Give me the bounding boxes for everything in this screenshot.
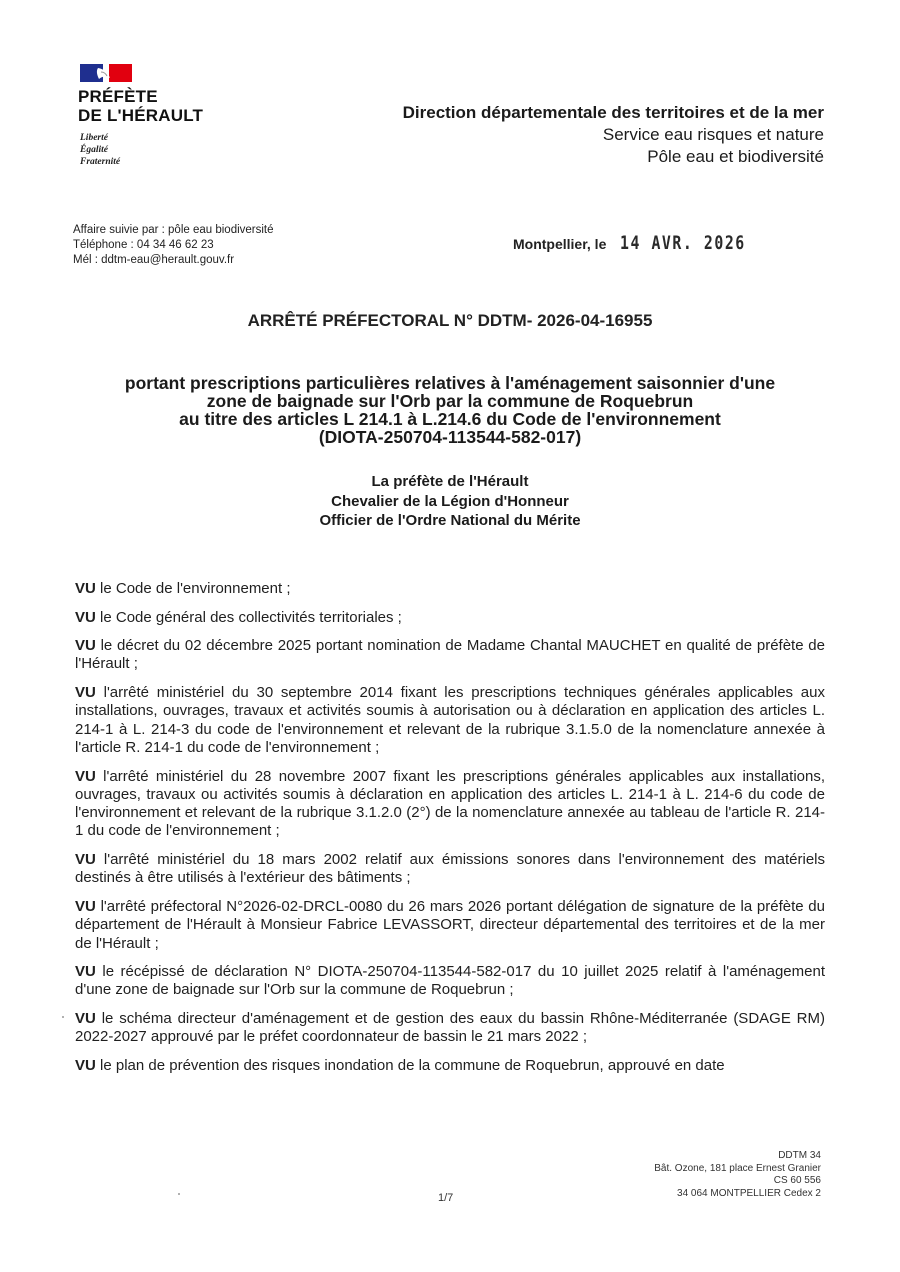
service-header <box>403 102 824 168</box>
date-place: Montpellier, le <box>513 236 607 252</box>
vu-label: VU <box>75 608 96 626</box>
subject-line: portant prescriptions particulières relatives à l'aménagement saisonnier d'une <box>124 373 776 393</box>
footer-address-line: Bât. Ozone, 181 place Ernest Granier <box>654 1162 821 1174</box>
vu-label: VU <box>75 1010 96 1028</box>
direction-name: Direction départementale des territoires et de la mer <box>402 103 824 122</box>
contact-telephone: Téléphone : 04 34 46 62 23 <box>73 239 214 251</box>
contact-email: Mél : ddtm-eau@herault.gouv.fr <box>73 254 235 266</box>
visa-text: l'arrêté ministériel du 28 novembre 2007 fixant les prescriptions générales applicables aux installations, ouvrages, travaux ou activités soumis à déclaration en application des articles L. 214-1 à L. 214-6 du code de l'environnement et relevant de la rubrique 3.1.2.0 (2°) de la nomenclature annexée au tableau de l'article R. 214-1 du code de l'environnement ; <box>75 767 825 840</box>
prefecture-line-1: PRÉFÈTE <box>78 87 158 106</box>
visa-paragraph <box>75 1010 825 1047</box>
vu-label: VU <box>75 767 96 785</box>
footer-address <box>654 1150 821 1200</box>
scan-speck <box>178 1193 180 1195</box>
footer-address-line: CS 60 556 <box>773 1175 821 1187</box>
visa-paragraph <box>75 1057 825 1075</box>
pole-name: Pôle eau et biodiversité <box>647 147 824 166</box>
vu-label: VU <box>75 897 96 915</box>
visas-list <box>75 580 825 1086</box>
visa-paragraph <box>75 684 825 757</box>
scan-speck <box>62 1016 64 1018</box>
subject-line: zone de baignade sur l'Orb par la commune de Roquebrun <box>206 391 694 411</box>
visa-paragraph <box>75 898 825 953</box>
subject-line: (DIOTA-250704-113544-582-017) <box>318 427 582 447</box>
motto-liberte: Liberté <box>80 133 108 143</box>
prefect-title: La préfète de l'Hérault <box>371 473 529 490</box>
footer-org: DDTM 34 <box>778 1150 821 1161</box>
visa-text: le Code de l'environnement ; <box>100 580 291 597</box>
page-number: 1/7 <box>438 1192 454 1204</box>
prefecture-line-2: DE L'HÉRAULT <box>78 106 204 125</box>
motto-fraternite: Fraternité <box>80 157 121 167</box>
visa-text: le schéma directeur d'aménagement et de gestion des eaux du bassin Rhône-Méditerranée (SDAGE RM) 2022-2027 approuvé par le préfet coordonnateur de bassin le 21 mars 2022 ; <box>75 1010 825 1046</box>
visa-paragraph <box>75 768 825 841</box>
footer-address-line: 34 064 MONTPELLIER Cedex 2 <box>677 1187 821 1199</box>
vu-label: VU <box>75 963 96 981</box>
visa-text: l'arrêté ministériel du 18 mars 2002 relatif aux émissions sonores dans l'environnement des matériels destinés à être utilisés à l'extérieur des bâtiments ; <box>75 851 826 887</box>
date-line <box>513 232 782 254</box>
subject-line: au titre des articles L 214.1 à L.214.6 du Code de l'environnement <box>179 409 721 429</box>
arrete-title: ARRÊTÉ PRÉFECTORAL N° DDTM- 2026-04-16955 <box>247 311 653 330</box>
vu-label: VU <box>75 637 96 655</box>
visa-paragraph <box>75 851 825 888</box>
visa-paragraph <box>75 609 825 627</box>
vu-label: VU <box>75 684 96 702</box>
date-stamp: 14 AVR. 2026 <box>620 232 747 254</box>
vu-label: VU <box>75 851 96 869</box>
vu-label: VU <box>75 1056 96 1074</box>
visa-paragraph <box>75 963 825 1000</box>
visa-text: le plan de prévention des risques inondation de la commune de Roquebrun, approuvé en date <box>100 1056 725 1074</box>
contact-affaire: Affaire suivie par : pôle eau biodiversité <box>73 224 274 236</box>
prefect-honor-merite: Officier de l'Ordre National du Mérite <box>319 512 581 529</box>
visa-text: le décret du 02 décembre 2025 portant nomination de Madame Chantal MAUCHET en qualité de préfète de l'Hérault ; <box>75 637 825 673</box>
arrete-subject <box>60 374 840 446</box>
visa-text: l'arrêté préfectoral N°2026-02-DRCL-0080 du 26 mars 2026 portant délégation de signature de la préfète du département de l'Hérault à Monsieur Fabrice LEVASSORT, directeur départemental des territoires et de la mer de l'Hérault ; <box>75 897 825 952</box>
visa-text: l'arrêté ministériel du 30 septembre 2014 fixant les prescriptions techniques générales applicables aux installations, ouvrages, travaux et activités soumis à autorisation ou à déclaration en application des articles L. 214-1 à L. 214-3 du code de l'environnement et relevant de la rubrique 3.1.5.0 de la nomenclature annexée à l'article R. 214-1 du code de l'environnement ; <box>75 684 825 756</box>
prefect-titles <box>0 472 900 531</box>
visa-text: le récépissé de déclaration N° DIOTA-250704-113544-582-017 du 10 juillet 2025 relatif à l'aménagement d'une zone de baignade sur l'Orb sur la commune de Roquebrun ; <box>75 963 825 999</box>
republic-motto <box>80 132 120 168</box>
motto-egalite: Égalité <box>80 145 108 155</box>
prefect-honor-legion: Chevalier de la Légion d'Honneur <box>331 492 569 510</box>
marianne-logo <box>80 64 132 82</box>
visa-paragraph <box>75 580 825 598</box>
visa-paragraph <box>75 637 825 674</box>
visa-text: le Code général des collectivités territoriales ; <box>100 608 402 626</box>
marianne-icon <box>80 64 132 82</box>
prefecture-name <box>78 87 203 125</box>
service-name: Service eau risques et nature <box>602 125 824 144</box>
contact-block <box>73 223 274 268</box>
vu-label: VU <box>75 580 96 597</box>
